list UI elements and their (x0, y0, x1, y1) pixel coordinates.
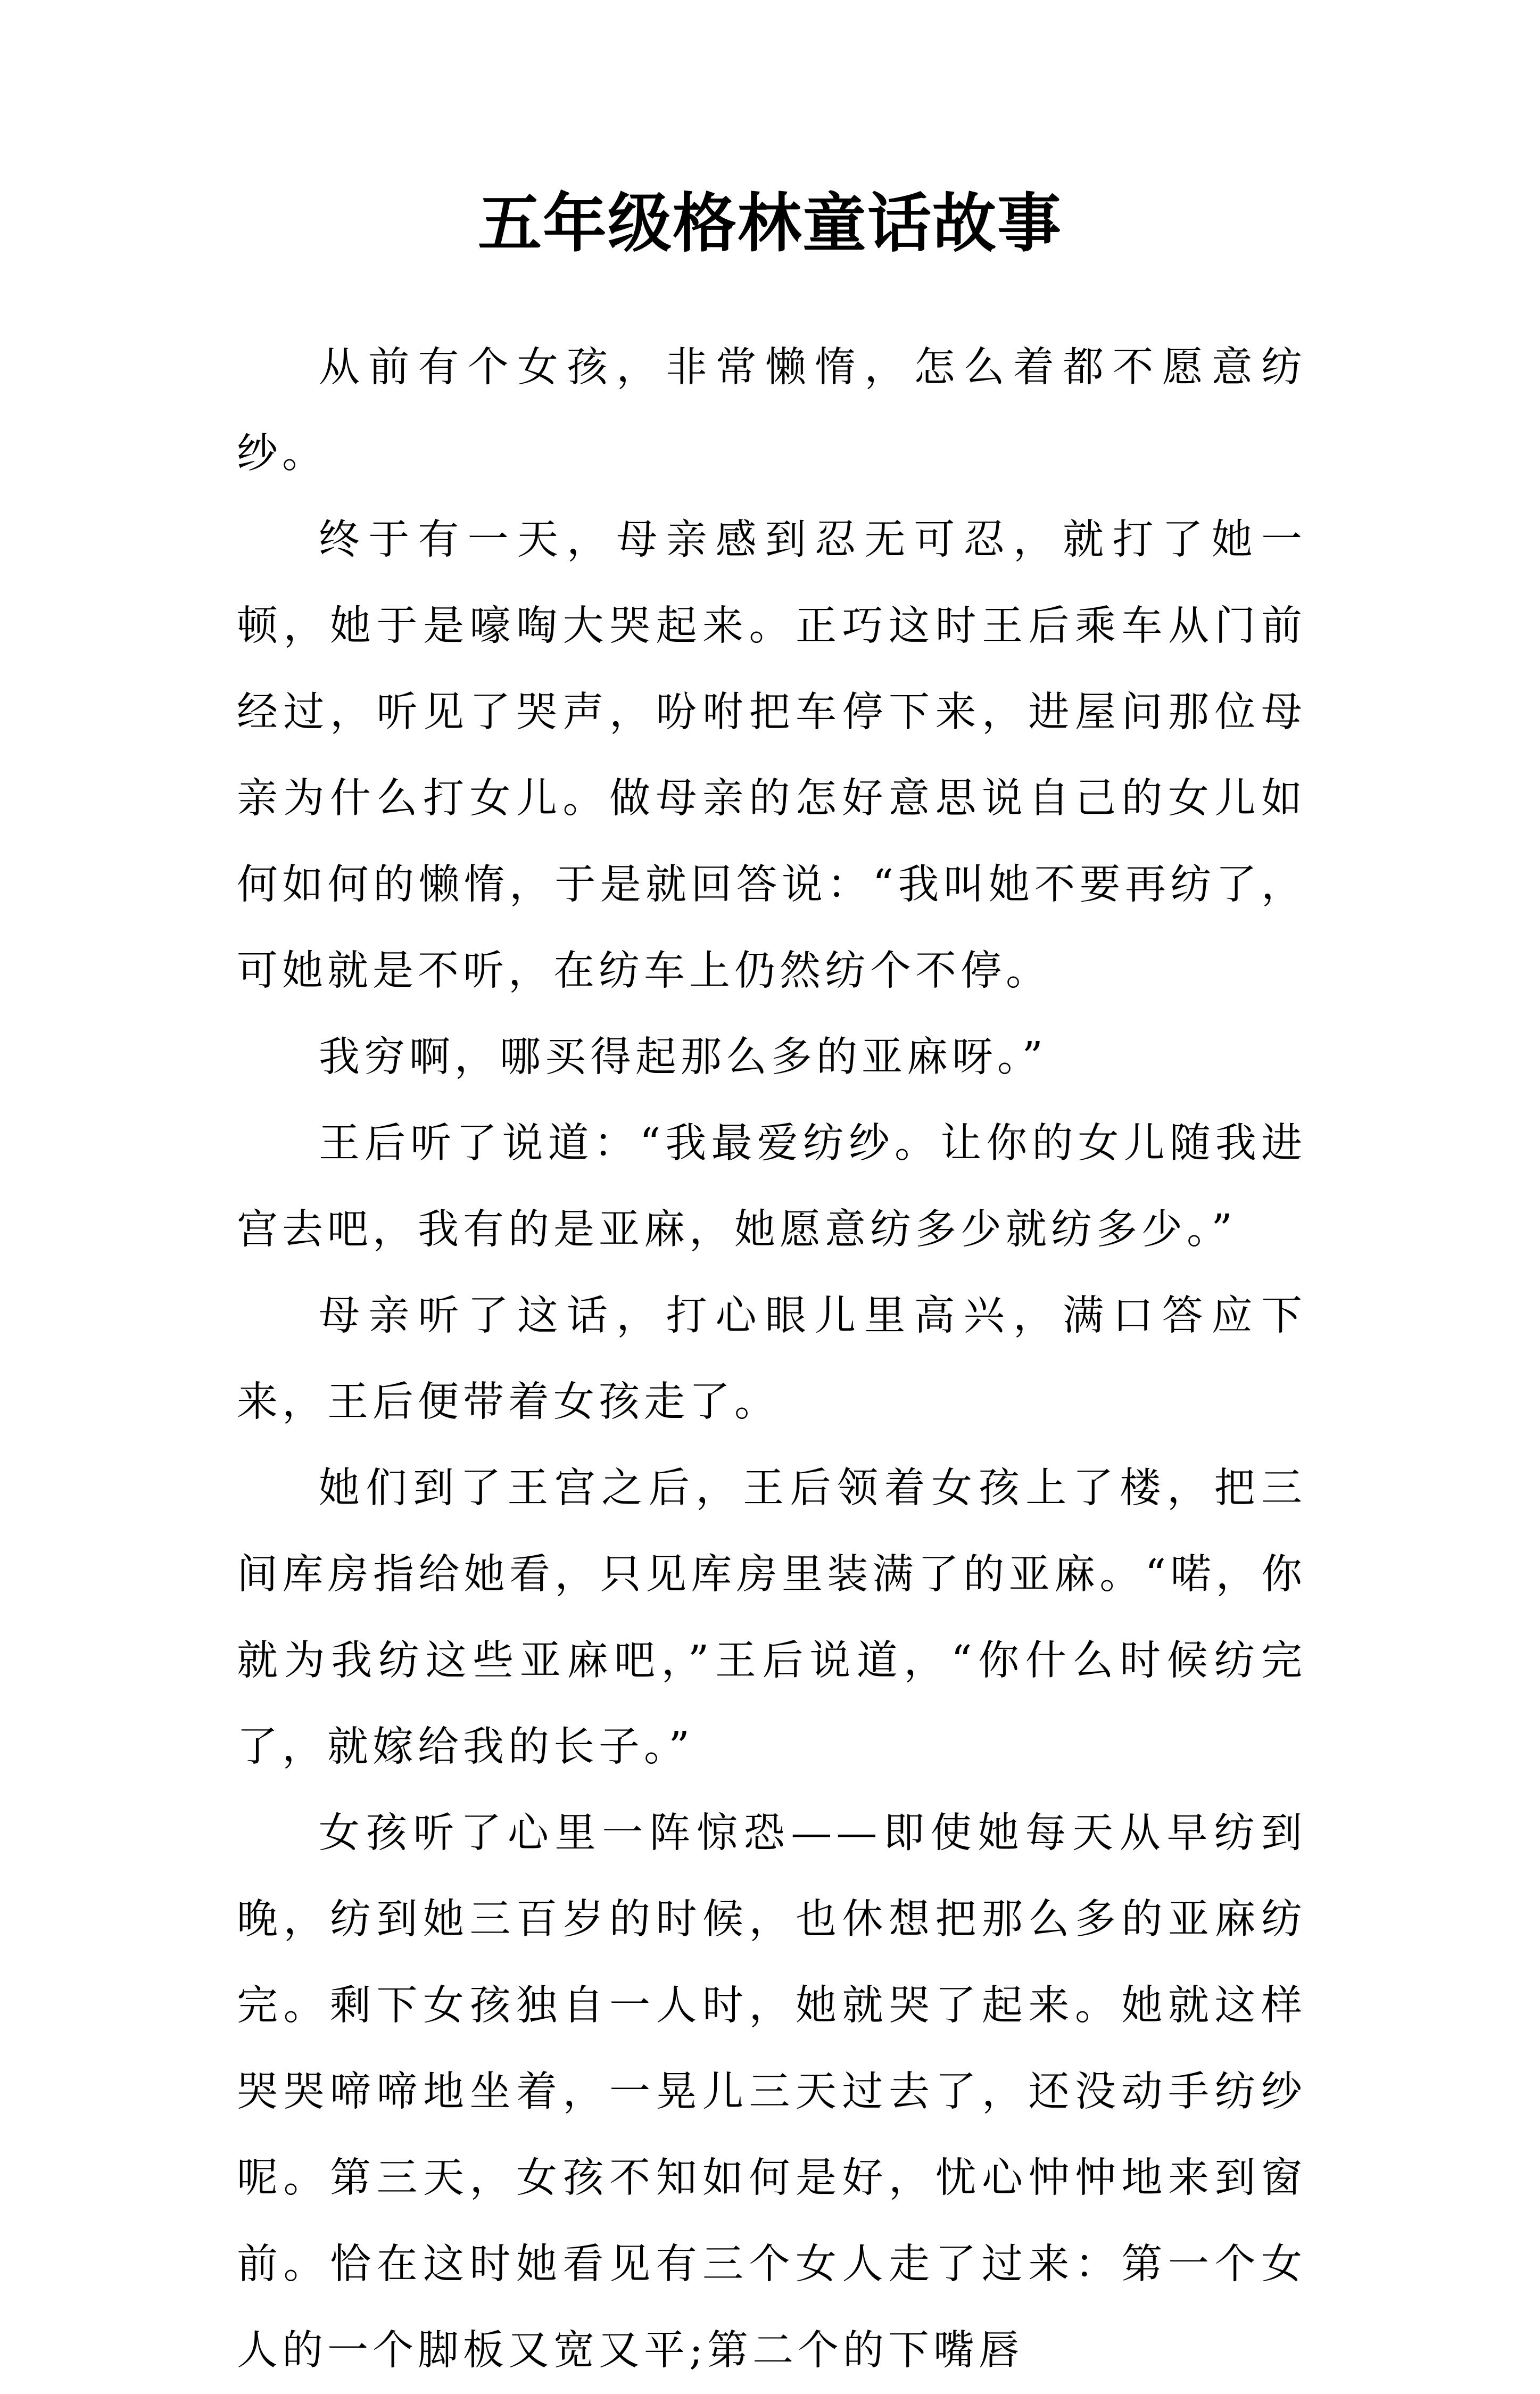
document-body (237, 325, 1306, 2394)
document-title: 五年级格林童话故事 (478, 186, 1062, 261)
paragraph: 从前有个女孩，非常懒惰，怎么着都不愿意纺纱。 (237, 344, 1306, 477)
paragraph: 她们到了王宫之后，王后领着女孩上了楼，把三间库房指给她看，只见库房里装满了的亚麻。“喏，你就为我纺这些亚麻吧，”王后说道，“你什么时候纺完了，就嫁给我的长子。” (237, 1465, 1306, 1771)
paragraph: 母亲听了这话，打心眼儿里高兴，满口答应下来，王后便带着女孩走了。 (237, 1292, 1306, 1426)
paragraph: 女孩听了心里一阵惊恐——即使她每天从早纺到晚，纺到她三百岁的时候，也休想把那么多的亚麻纺完。剩下女孩独自一人时，她就哭了起来。她就这样哭哭啼啼地坐着，一晃儿三天过去了，还没动手纺纱呢。第三天，女孩不知如何是好，忧心忡忡地来到窗前。恰在这时她看见有三个女人走了过来：第一个女人的一个脚板又宽又平;第二个的下嘴唇 (237, 1810, 1306, 2374)
paragraph: 终于有一天，母亲感到忍无可忍，就打了她一顿，她于是嚎啕大哭起来。正巧这时王后乘车从门前经过，听见了哭声，吩咐把车停下来，进屋问那位母亲为什么打女儿。做母亲的怎好意思说自己的女儿如何如何的懒惰，于是就回答说：“我叫她不要再纺了，可她就是不听，在纺车上仍然纺个不停。 (237, 516, 1306, 995)
paragraph: 我穷啊，哪买得起那么多的亚麻呀。” (319, 1034, 1047, 1081)
paragraph: 王后听了说道：“我最爱纺纱。让你的女儿随我进宫去吧，我有的是亚麻，她愿意纺多少就纺多少。” (237, 1120, 1306, 1253)
